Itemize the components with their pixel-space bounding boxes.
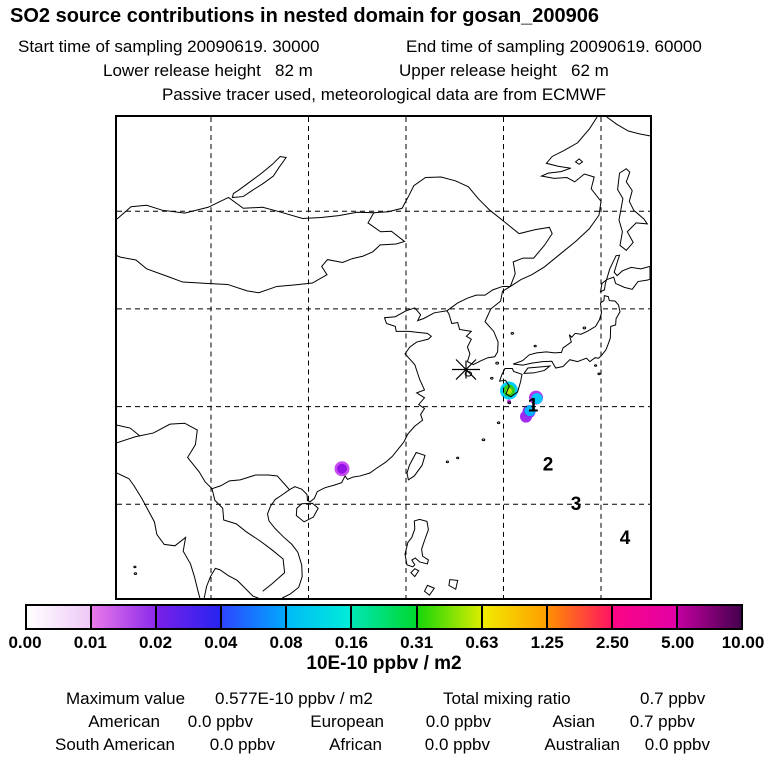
start-time-text: Start time of sampling 20090619. 30000: [18, 37, 320, 56]
colorbar-tick-0.02: 0.02: [138, 633, 173, 652]
region-value-australian: 0.0 ppbv: [644, 735, 710, 754]
region-value-american: 0.0 ppbv: [187, 712, 253, 731]
trajectory-label-4: 4: [619, 527, 631, 549]
colorbar-segment-3: [220, 606, 285, 628]
coast-shikoku: [524, 366, 550, 373]
coastlines: [117, 117, 650, 598]
region-label-american: American: [88, 712, 160, 731]
colorbar-units-label: 10E-10 ppbv / m2: [306, 653, 462, 674]
colorbar-segment-1: [90, 606, 155, 628]
maximum-value-number: 0.577E-10 ppbv / m2: [215, 689, 373, 708]
coast-sino-burma-border: [117, 423, 290, 489]
small-island: [598, 373, 600, 375]
figure-title: SO2 source contributions in nested domain for gosan_200906: [10, 5, 600, 27]
coast-okhotsk-ne: [607, 117, 650, 136]
coast-shantar: [576, 159, 583, 164]
trajectory-label-2: 2: [542, 454, 554, 476]
colorbar-segment-0: [27, 606, 90, 628]
lower-release-text: Lower release height 82 m: [103, 61, 313, 80]
colorbar-tick-0.00: 0.00: [8, 633, 42, 652]
colorbar-tick-0.31: 0.31: [400, 633, 434, 652]
trajectory-label-3: 3: [570, 493, 582, 515]
trajectory-day-labels: [528, 396, 631, 549]
region-label-european: European: [310, 712, 384, 731]
total-mixing-ratio-value: 0.7 ppbv: [640, 689, 706, 708]
small-island: [583, 327, 586, 329]
colorbar-tick-0.63: 0.63: [465, 633, 499, 652]
small-island: [457, 457, 459, 459]
region-label-australian: Australian: [544, 735, 620, 754]
region-label-african: African: [329, 735, 382, 754]
colorbar-tick-0.16: 0.16: [334, 633, 368, 652]
colorbar-tick-0.08: 0.08: [269, 633, 303, 652]
coast-luzon: [405, 519, 428, 566]
upper-release-text: Upper release height 62 m: [399, 61, 609, 80]
coast-bhutan-border: [117, 425, 140, 436]
coast-panay: [425, 585, 435, 595]
small-island: [134, 573, 136, 575]
coast-honshu: [513, 296, 620, 368]
colorbar-segment-4: [285, 606, 350, 628]
coast-mainland: [268, 117, 602, 598]
small-island: [497, 422, 499, 424]
small-island: [595, 365, 597, 367]
small-island: [511, 333, 513, 335]
region-value-south-american: 0.0 ppbv: [209, 735, 275, 754]
coast-indochina-w: [117, 473, 200, 598]
region-value-african: 0.0 ppbv: [424, 735, 490, 754]
coast-taiwan: [407, 452, 425, 479]
tracer-note-text: Passive tracer used, meteorological data are from ECMWF: [161, 85, 607, 104]
region-label-asian: Asian: [552, 712, 595, 731]
coast-mongolia: [117, 197, 405, 292]
region-value-asian: 0.7 ppbv: [629, 712, 695, 731]
small-island: [534, 345, 536, 347]
total-mixing-ratio-label: Total mixing ratio: [443, 689, 571, 708]
coast-amur-border: [374, 177, 552, 286]
colorbar-tick-10.00: 10.00: [721, 633, 765, 652]
maximum-value-label: Maximum value: [66, 689, 186, 708]
colorbar-segment-10: [676, 606, 741, 628]
colorbar-tick-1.25: 1.25: [530, 633, 564, 652]
region-label-south-american: South American: [54, 735, 175, 754]
map-frame: [115, 115, 652, 600]
coast-sakhalin: [618, 169, 648, 251]
colorbar: [25, 604, 743, 630]
end-time-text: End time of sampling 20090619. 60000: [406, 37, 702, 56]
map-canvas: [117, 117, 650, 598]
colorbar-segment-5: [350, 606, 415, 628]
small-island: [482, 439, 485, 441]
colorbar-tick-2.50: 2.50: [595, 633, 629, 652]
coast-samar: [449, 580, 458, 590]
coast-gulf-thailand: [204, 568, 258, 598]
small-island: [496, 362, 499, 364]
small-island: [134, 566, 136, 568]
small-island: [491, 377, 493, 379]
colorbar-segment-9: [611, 606, 676, 628]
gosan-station-marker: [452, 360, 480, 380]
colorbar-tick-0.01: 0.01: [73, 633, 107, 652]
coast-mindoro: [411, 569, 419, 577]
plume-south-china-coast: [335, 461, 350, 476]
colorbar-segment-2: [155, 606, 220, 628]
graticule-gridlines: [117, 117, 650, 598]
trajectory-label-1: 1: [527, 395, 539, 417]
region-value-european: 0.0 ppbv: [425, 712, 491, 731]
coast-hokkaido: [601, 255, 651, 292]
colorbar-segment-8: [546, 606, 611, 628]
colorbar-segment-7: [481, 606, 546, 628]
colorbar-segment-6: [416, 606, 481, 628]
coast-baikal: [232, 156, 286, 197]
small-island: [446, 461, 448, 463]
colorbar-tick-5.00: 5.00: [661, 633, 695, 652]
coast-hainan: [296, 503, 318, 522]
colorbar-tick-0.04: 0.04: [204, 633, 238, 652]
